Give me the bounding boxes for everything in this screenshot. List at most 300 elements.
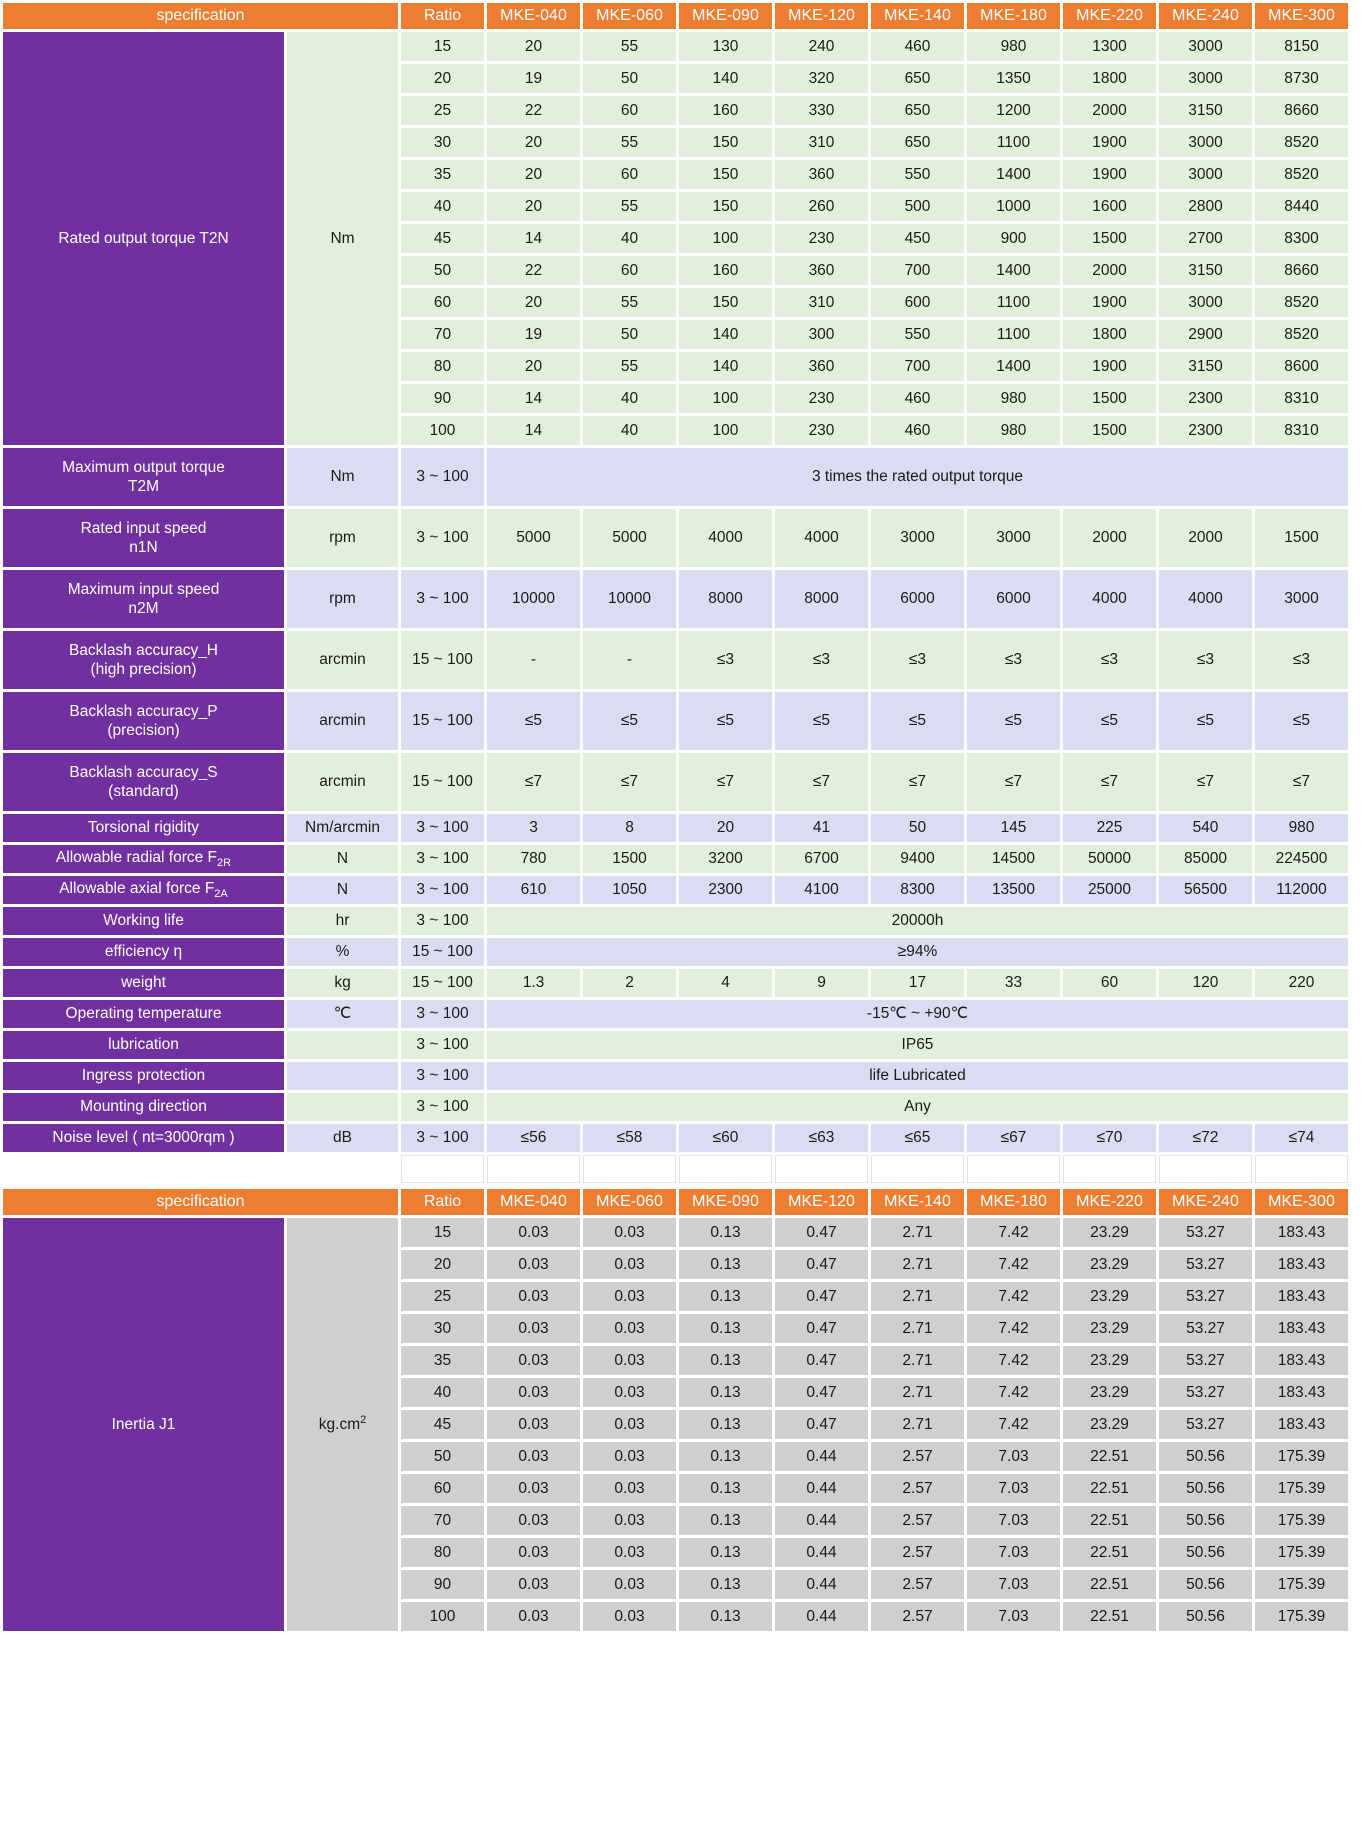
value-cell: 2.57 [871,1570,964,1599]
value-cell: 9400 [871,845,964,873]
value-cell: 610 [487,876,580,904]
label-text: Ingress protection [81,1067,206,1085]
value-cell: 8150 [1255,32,1348,61]
value-cell: 310 [775,128,868,157]
value-cell: - [583,631,676,689]
value-cell: 120 [1159,969,1252,997]
gap-cell [3,1155,398,1183]
value-cell: 22.51 [1063,1474,1156,1503]
value-cell: 0.03 [487,1474,580,1503]
value-cell: 0.03 [583,1314,676,1343]
spec-header-cell: specification [3,3,398,29]
value-cell: 0.13 [679,1570,772,1599]
label-text: lubrication [108,1036,179,1054]
value-cell: ≤58 [583,1124,676,1152]
model-header-cell: MKE-300 [1255,3,1348,29]
unit-cell: ℃ [287,1000,398,1028]
value-cell: 10000 [583,570,676,628]
value-cell: 8520 [1255,288,1348,317]
merged-value-cell: -15℃ ~ +90℃ [487,1000,1348,1028]
value-cell: 2.71 [871,1346,964,1375]
value-cell: 1100 [967,128,1060,157]
value-cell: 175.39 [1255,1602,1348,1631]
value-cell: 2.71 [871,1378,964,1407]
value-cell: 3000 [1159,128,1252,157]
value-cell: 150 [679,288,772,317]
merged-value-cell: 3 times the rated output torque [487,448,1348,506]
value-cell: ≤74 [1255,1124,1348,1152]
spec-label-cell [3,1062,284,1090]
label-text: (precision) [107,722,180,739]
value-cell: 17 [871,969,964,997]
model-header-cell: MKE-040 [487,1189,580,1215]
spec-label-cell [3,814,284,842]
gap-cell [1255,1155,1348,1183]
value-cell: 780 [487,845,580,873]
value-cell: 1000 [967,192,1060,221]
label-text: (standard) [108,783,179,800]
value-cell: 50 [583,64,676,93]
gap-cell [967,1155,1060,1183]
value-cell: 2.71 [871,1282,964,1311]
spec-label-cell [3,692,284,750]
value-cell: 2.71 [871,1410,964,1439]
value-cell: 0.44 [775,1602,868,1631]
merged-value-cell: ≥94% [487,938,1348,966]
value-cell: 56500 [1159,876,1252,904]
label-text: Backlash accuracy_H [68,641,219,659]
value-cell: ≤7 [1255,753,1348,811]
value-cell: 23.29 [1063,1282,1156,1311]
label-text: Allowable radial force F [55,849,218,867]
value-cell: 22 [487,96,580,125]
value-cell: 650 [871,96,964,125]
value-cell: 0.44 [775,1538,868,1567]
ratio-cell: 45 [401,1410,484,1439]
value-cell: 0.03 [583,1570,676,1599]
spec-header-cell: specification [3,1189,398,1215]
value-cell: 700 [871,352,964,381]
value-cell: 2.71 [871,1250,964,1279]
value-cell: 320 [775,64,868,93]
label-text: Allowable axial force F [59,880,215,898]
value-cell: ≤5 [679,692,772,750]
value-cell: 450 [871,224,964,253]
value-cell: 3150 [1159,96,1252,125]
value-cell: 1800 [1063,64,1156,93]
value-cell: 1800 [1063,320,1156,349]
spec-label-cell [3,631,284,689]
value-cell: 7.03 [967,1570,1060,1599]
gap-cell [679,1155,772,1183]
value-cell: 0.44 [775,1570,868,1599]
value-cell: 140 [679,64,772,93]
value-cell: 460 [871,384,964,413]
value-cell: 8520 [1255,128,1348,157]
value-cell: 2.57 [871,1506,964,1535]
value-cell: 230 [775,224,868,253]
value-cell: 60 [583,96,676,125]
value-cell: 53.27 [1159,1346,1252,1375]
value-cell: 1050 [583,876,676,904]
spec-label-cell [3,1124,284,1152]
value-cell: 3000 [1159,32,1252,61]
value-cell: 23.29 [1063,1410,1156,1439]
value-cell: 25000 [1063,876,1156,904]
value-cell: 183.43 [1255,1218,1348,1247]
value-cell: 550 [871,160,964,189]
value-cell: ≤5 [583,692,676,750]
value-cell: 0.47 [775,1218,868,1247]
ratio-cell: 40 [401,1378,484,1407]
ratio-cell: 15 ~ 100 [401,692,484,750]
ratio-cell: 60 [401,1474,484,1503]
value-cell: 23.29 [1063,1314,1156,1343]
model-header-cell: MKE-040 [487,3,580,29]
value-cell: 0.03 [583,1378,676,1407]
value-cell: 0.13 [679,1346,772,1375]
unit-cell: kg [287,969,398,997]
ratio-cell: 3 ~ 100 [401,876,484,904]
ratio-cell: 25 [401,1282,484,1311]
value-cell: 8520 [1255,160,1348,189]
value-cell: ≤3 [1063,631,1156,689]
value-cell: 0.47 [775,1346,868,1375]
value-cell: 60 [1063,969,1156,997]
value-cell: 53.27 [1159,1410,1252,1439]
value-cell: ≤3 [1255,631,1348,689]
value-cell: 3 [487,814,580,842]
value-cell: 23.29 [1063,1378,1156,1407]
ratio-cell: 40 [401,192,484,221]
value-cell: 14 [487,224,580,253]
value-cell: 22.51 [1063,1570,1156,1599]
value-cell: ≤7 [967,753,1060,811]
value-cell: 2700 [1159,224,1252,253]
ratio-cell: 60 [401,288,484,317]
value-cell: 0.03 [583,1442,676,1471]
value-cell: 100 [679,384,772,413]
value-cell: 700 [871,256,964,285]
value-cell: 1.3 [487,969,580,997]
value-cell: ≤7 [583,753,676,811]
ratio-cell: 70 [401,1506,484,1535]
value-cell: 230 [775,384,868,413]
value-cell: 3000 [1159,288,1252,317]
value-cell: 2000 [1063,256,1156,285]
value-cell: 230 [775,416,868,445]
value-cell: 460 [871,32,964,61]
spec-label-cell [3,1000,284,1028]
value-cell: 145 [967,814,1060,842]
value-cell: 2900 [1159,320,1252,349]
value-cell: 1500 [1063,384,1156,413]
label-text: n2M [128,600,159,617]
value-cell: 2000 [1159,509,1252,567]
value-cell: 20 [487,32,580,61]
value-cell: 1500 [583,845,676,873]
spec-label-cell [3,1093,284,1121]
unit-cell: Nm [287,32,398,445]
value-cell: 1900 [1063,352,1156,381]
value-cell: 650 [871,64,964,93]
model-header-cell: MKE-140 [871,3,964,29]
ratio-cell: 3 ~ 100 [401,845,484,873]
model-header-cell: MKE-060 [583,1189,676,1215]
label-text: weight [121,974,166,992]
value-cell: 40 [583,416,676,445]
ratio-cell: 70 [401,320,484,349]
ratio-cell: 20 [401,1250,484,1279]
value-cell: 600 [871,288,964,317]
value-cell: 224500 [1255,845,1348,873]
label-text: Backlash accuracy_S [69,763,218,781]
value-cell: 2300 [679,876,772,904]
value-cell: 10000 [487,570,580,628]
value-cell: 53.27 [1159,1250,1252,1279]
value-cell: - [487,631,580,689]
value-cell: 50.56 [1159,1442,1252,1471]
unit-cell: rpm [287,509,398,567]
value-cell: 0.03 [487,1538,580,1567]
value-cell: 300 [775,320,868,349]
ratio-cell: 30 [401,1314,484,1343]
value-cell: ≤5 [1255,692,1348,750]
ratio-cell: 45 [401,224,484,253]
value-cell: 6000 [967,570,1060,628]
value-cell: 50.56 [1159,1474,1252,1503]
model-header-cell: MKE-220 [1063,1189,1156,1215]
label-text: Backlash accuracy_P [69,702,218,720]
merged-value-cell: 20000h [487,907,1348,935]
label-text: (high precision) [90,661,197,678]
spec-label-cell [3,1031,284,1059]
value-cell: 980 [967,384,1060,413]
value-cell: 150 [679,160,772,189]
spec-label-cell [3,969,284,997]
value-cell: 60 [583,160,676,189]
value-cell: 53.27 [1159,1314,1252,1343]
value-cell: ≤63 [775,1124,868,1152]
model-header-cell: MKE-120 [775,1189,868,1215]
value-cell: 0.03 [487,1314,580,1343]
value-cell: 0.13 [679,1250,772,1279]
value-cell: ≤7 [487,753,580,811]
model-header-cell: MKE-090 [679,3,772,29]
label-text: Torsional rigidity [87,819,200,837]
value-cell: 7.03 [967,1538,1060,1567]
value-cell: 0.03 [583,1474,676,1503]
value-cell: 50.56 [1159,1602,1252,1631]
unit-cell: arcmin [287,692,398,750]
value-cell: ≤5 [487,692,580,750]
ratio-cell: 3 ~ 100 [401,1093,484,1121]
ratio-cell: 80 [401,352,484,381]
value-cell: 3000 [871,509,964,567]
unit-cell: dB [287,1124,398,1152]
value-cell: 2800 [1159,192,1252,221]
value-cell: 8440 [1255,192,1348,221]
value-cell: 0.03 [487,1602,580,1631]
value-cell: ≤3 [967,631,1060,689]
value-cell: 0.13 [679,1506,772,1535]
ratio-cell: 3 ~ 100 [401,570,484,628]
value-cell: 0.03 [487,1570,580,1599]
value-cell: 183.43 [1255,1378,1348,1407]
value-cell: 13500 [967,876,1060,904]
value-cell: 7.03 [967,1442,1060,1471]
value-cell: 8310 [1255,384,1348,413]
value-cell: 41 [775,814,868,842]
value-cell: 55 [583,352,676,381]
value-cell: 8300 [871,876,964,904]
value-cell: 20 [487,128,580,157]
value-cell: 20 [487,288,580,317]
value-cell: 360 [775,352,868,381]
value-cell: 2300 [1159,384,1252,413]
value-cell: 360 [775,256,868,285]
value-cell: 50 [871,814,964,842]
value-cell: 14 [487,384,580,413]
gap-cell [1159,1155,1252,1183]
value-cell: 540 [1159,814,1252,842]
value-cell: 130 [679,32,772,61]
value-cell: 2.57 [871,1474,964,1503]
value-cell: ≤5 [775,692,868,750]
value-cell: 19 [487,64,580,93]
value-cell: 6000 [871,570,964,628]
value-cell: 7.42 [967,1282,1060,1311]
value-cell: 50 [583,320,676,349]
value-cell: 0.13 [679,1282,772,1311]
value-cell: ≤65 [871,1124,964,1152]
label-text: kg.cm [318,1415,361,1433]
value-cell: 2.57 [871,1602,964,1631]
model-header-cell: MKE-240 [1159,3,1252,29]
value-cell: 1400 [967,256,1060,285]
value-cell: 3000 [1159,64,1252,93]
unit-cell: N [287,845,398,873]
value-cell: 100 [679,416,772,445]
model-header-cell: MKE-120 [775,3,868,29]
value-cell: 1900 [1063,288,1156,317]
value-cell: ≤67 [967,1124,1060,1152]
value-cell: 550 [871,320,964,349]
unit-cell: N [287,876,398,904]
value-cell: 85000 [1159,845,1252,873]
merged-value-cell: life Lubricated [487,1062,1348,1090]
value-cell: 183.43 [1255,1346,1348,1375]
value-cell: 1350 [967,64,1060,93]
value-cell: 2000 [1063,96,1156,125]
value-cell: 0.13 [679,1378,772,1407]
value-cell: 7.03 [967,1474,1060,1503]
value-cell: 112000 [1255,876,1348,904]
value-cell: 1300 [1063,32,1156,61]
value-cell: 460 [871,416,964,445]
value-cell: 175.39 [1255,1538,1348,1567]
value-cell: 2000 [1063,509,1156,567]
value-cell: 20 [487,160,580,189]
unit-cell [287,1031,398,1059]
value-cell: 7.42 [967,1314,1060,1343]
value-cell: 0.03 [583,1410,676,1439]
value-cell: 3000 [1255,570,1348,628]
value-cell: 0.03 [583,1282,676,1311]
value-cell: 19 [487,320,580,349]
ratio-cell: 3 ~ 100 [401,814,484,842]
value-cell: ≤5 [1159,692,1252,750]
gap-cell [583,1155,676,1183]
ratio-cell: 3 ~ 100 [401,509,484,567]
ratio-cell: 90 [401,1570,484,1599]
gap-cell [487,1155,580,1183]
ratio-cell: 35 [401,160,484,189]
value-cell: 0.44 [775,1474,868,1503]
value-cell: 7.42 [967,1378,1060,1407]
value-cell: 53.27 [1159,1218,1252,1247]
value-cell: 183.43 [1255,1282,1348,1311]
value-cell: ≤7 [871,753,964,811]
value-cell: 4000 [679,509,772,567]
value-cell: ≤7 [1063,753,1156,811]
value-cell: 900 [967,224,1060,253]
value-cell: 980 [967,32,1060,61]
value-cell: 980 [1255,814,1348,842]
value-cell: 8600 [1255,352,1348,381]
value-cell: 183.43 [1255,1314,1348,1343]
model-header-cell: MKE-140 [871,1189,964,1215]
value-cell: 4 [679,969,772,997]
value-cell: 0.03 [583,1346,676,1375]
ratio-cell: 100 [401,1602,484,1631]
value-cell: 183.43 [1255,1410,1348,1439]
value-cell: 650 [871,128,964,157]
value-cell: 8730 [1255,64,1348,93]
value-cell: 40 [583,224,676,253]
value-cell: ≤70 [1063,1124,1156,1152]
label-text: Operating temperature [65,1005,222,1023]
model-header-cell: MKE-180 [967,1189,1060,1215]
value-cell: 140 [679,352,772,381]
ratio-cell: 3 ~ 100 [401,1031,484,1059]
label-text: Maximum output torque [62,458,225,476]
value-cell: 4000 [1063,570,1156,628]
value-cell: 55 [583,32,676,61]
ratio-cell: 15 [401,1218,484,1247]
value-cell: 175.39 [1255,1474,1348,1503]
value-cell: 0.03 [583,1250,676,1279]
value-cell: 360 [775,160,868,189]
value-cell: 0.03 [487,1410,580,1439]
label-text: Maximum input speed [67,580,220,598]
value-cell: 1500 [1063,416,1156,445]
value-cell: 0.13 [679,1602,772,1631]
spec-label-cell [3,32,284,445]
spec-label-cell [3,448,284,506]
merged-value-cell: Any [487,1093,1348,1121]
value-cell: 20 [679,814,772,842]
label-text: n1N [129,539,158,556]
model-header-cell: MKE-180 [967,3,1060,29]
value-cell: 1500 [1063,224,1156,253]
value-cell: 0.03 [487,1250,580,1279]
value-cell: 0.03 [487,1378,580,1407]
model-header-cell: MKE-240 [1159,1189,1252,1215]
value-cell: 8660 [1255,256,1348,285]
value-cell: 2.71 [871,1218,964,1247]
spec-label-cell [3,753,284,811]
